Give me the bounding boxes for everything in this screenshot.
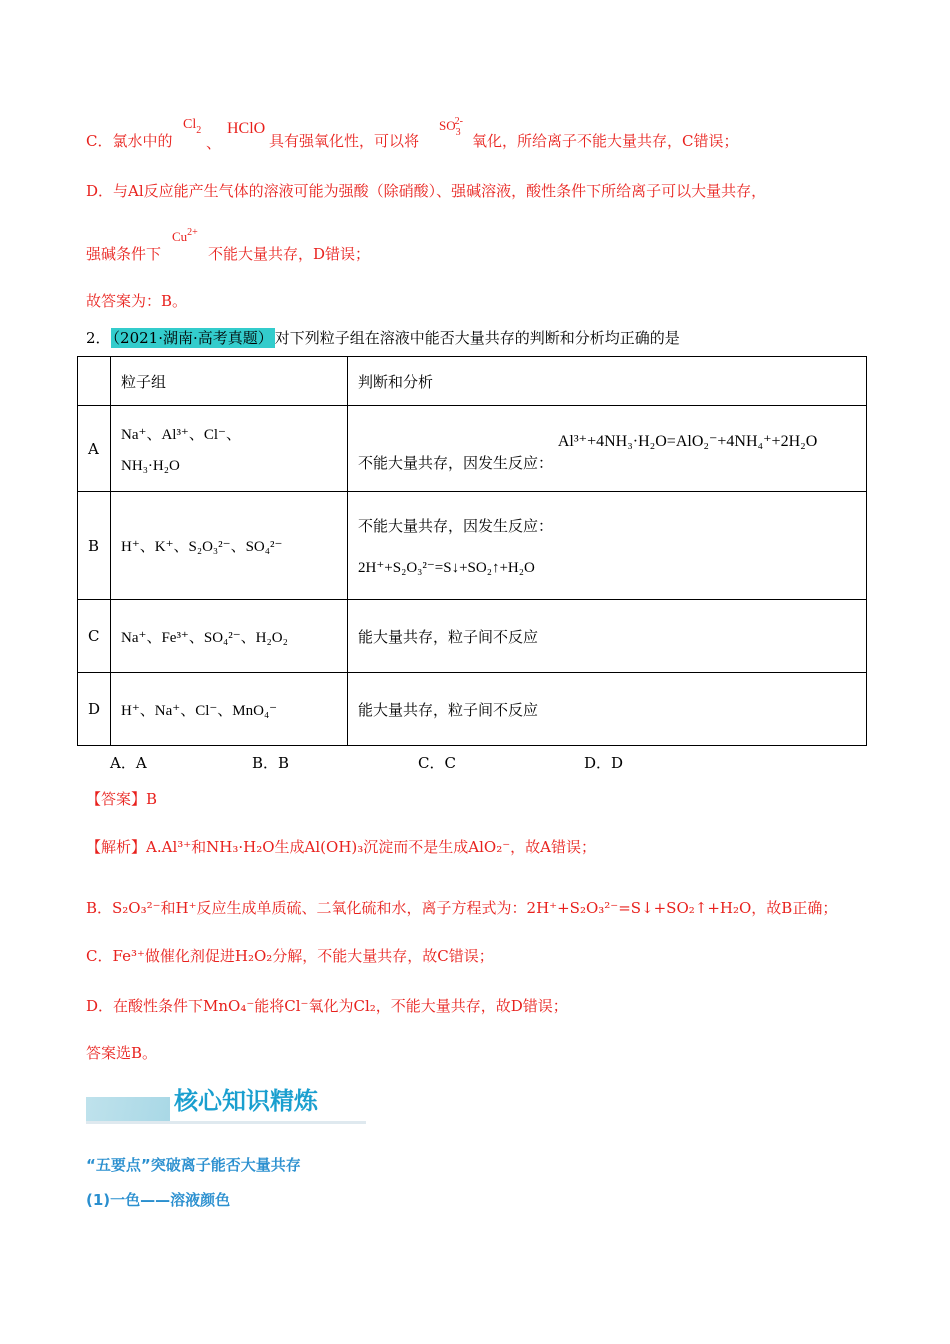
question-text: 对下列粒子组在溶液中能否大量共存的判断和分析均正确的是 bbox=[274, 329, 680, 347]
c-sep bbox=[206, 132, 221, 153]
analysis-c-line bbox=[86, 945, 494, 966]
analysis-d-line bbox=[86, 995, 568, 1016]
prev-answer bbox=[86, 290, 187, 311]
so3-symbol: SO bbox=[439, 118, 456, 133]
c-end bbox=[472, 130, 738, 151]
solution-d-line1 bbox=[86, 180, 766, 201]
table-row bbox=[78, 673, 867, 746]
header-particles: 粒子组 bbox=[111, 357, 348, 406]
reaction-equation: 2H⁺+S₂O₃²⁻=S↓+SO₂↑+H₂O bbox=[358, 559, 535, 576]
analysis-cell bbox=[348, 492, 867, 600]
d-end-text: 不能大量共存，D错误； bbox=[208, 245, 371, 263]
analysis-text: 不能大量共存，因发生反应： bbox=[358, 454, 554, 472]
ions-line1: Na⁺、Al³⁺、Cl⁻、 bbox=[121, 426, 241, 443]
section-item-1: (1)一色——溶液颜色 bbox=[86, 1191, 231, 1209]
analysis-a-text: A.Al³⁺和NH₃·H₂O生成Al(OH)₃沉淀而不是生成AlO₂⁻，故A错误； bbox=[146, 838, 596, 856]
analysis-c-text: C．Fe³⁺做催化剂促进H₂O₂分解，不能大量共存，故C错误； bbox=[86, 947, 494, 965]
option-d[interactable]: D．D bbox=[584, 754, 624, 772]
c-middle-text: 具有强氧化性，可以将 bbox=[269, 132, 420, 150]
hclo-text: HClO bbox=[227, 120, 266, 137]
option-b[interactable]: B．B bbox=[252, 754, 290, 772]
reaction-equation: Al³⁺+4NH₃·H₂O=AlO₂⁻+4NH₄⁺+2H₂O bbox=[557, 433, 818, 450]
section-underline bbox=[86, 1121, 366, 1124]
cl2-subscript: 2 bbox=[196, 125, 202, 136]
question-number: 2． bbox=[86, 329, 111, 347]
d-end bbox=[208, 243, 370, 264]
particle-table bbox=[77, 356, 867, 746]
c-middle bbox=[269, 130, 419, 151]
analysis-text: 不能大量共存，因发生反应： bbox=[358, 516, 554, 535]
d-prefix2: 强碱条件下 bbox=[86, 245, 162, 263]
analysis-cell bbox=[348, 406, 867, 492]
row-label: D bbox=[78, 673, 111, 746]
c-end-text: 氧化，所给离子不能大量共存，C错误； bbox=[472, 132, 739, 150]
ions-cell: H⁺、Na⁺、Cl⁻、MnO₄⁻ bbox=[111, 673, 348, 746]
c-prefix: C．氯水中的 bbox=[86, 132, 173, 150]
table-row bbox=[78, 600, 867, 673]
final-answer bbox=[86, 1042, 157, 1063]
table-header-row bbox=[78, 357, 867, 406]
analysis-a-line bbox=[86, 836, 596, 857]
so3-superscript: 2- bbox=[454, 116, 463, 127]
table-row bbox=[78, 492, 867, 600]
analysis-cell: 能大量共存，粒子间不反应 bbox=[348, 673, 867, 746]
answer-line bbox=[86, 788, 157, 809]
ions-line1: H⁺、K⁺、S₂O₃²⁻、SO₄²⁻ bbox=[121, 539, 283, 555]
d-line1-text: D．与Al反应能产生气体的溶液可能为强酸（除硝酸）、强碱溶液，酸性条件下所给离子可以大量共存， bbox=[86, 182, 767, 200]
answer-label: 【答案】B bbox=[86, 790, 158, 808]
ions-cell bbox=[111, 406, 348, 492]
solution-d-line2 bbox=[86, 243, 161, 264]
row-label: A bbox=[78, 406, 111, 492]
ions-cell bbox=[111, 492, 348, 600]
option-a[interactable]: A．A bbox=[110, 754, 147, 772]
separator: 、 bbox=[206, 134, 222, 152]
prev-answer-text: 故答案为：B。 bbox=[86, 292, 188, 310]
header-col1 bbox=[78, 357, 111, 406]
ions-cell: Na⁺、Fe³⁺、SO₄²⁻、H₂O₂ bbox=[111, 600, 348, 673]
source-tag: （2021·湖南·高考真题） bbox=[112, 329, 273, 347]
formula-so3 bbox=[439, 116, 469, 138]
analysis-d-text: D．在酸性条件下MnO₄⁻能将Cl⁻氧化为Cl₂，不能大量共存，故D错误； bbox=[86, 997, 568, 1015]
analysis-label: 【解析】 bbox=[86, 838, 147, 856]
analysis-cell: 能大量共存，粒子间不反应 bbox=[348, 600, 867, 673]
cl2-symbol: Cl bbox=[183, 117, 197, 132]
analysis-b-text: B．S₂O₃²⁻和H⁺反应生成单质硫、二氧化硫和水，离子方程式为：2H⁺+S₂O₃²⁻=S↓+SO₂↑+H₂O，故B正确； bbox=[86, 899, 838, 917]
row-label: B bbox=[78, 492, 111, 600]
answer-options bbox=[110, 752, 623, 773]
cu-superscript: 2+ bbox=[187, 227, 198, 238]
cu-symbol: Cu bbox=[172, 229, 188, 244]
header-analysis: 判断和分析 bbox=[348, 357, 867, 406]
section-title: 核心知识精炼 bbox=[174, 1087, 318, 1115]
table-row bbox=[78, 406, 867, 492]
ions-line2: NH₃·H₂O bbox=[121, 457, 180, 474]
option-c[interactable]: C．C bbox=[418, 754, 456, 772]
solution-c-line bbox=[86, 130, 172, 151]
section-decoration bbox=[86, 1097, 170, 1121]
formula-hclo bbox=[227, 120, 265, 138]
formula-cl2 bbox=[183, 117, 202, 136]
section-subtitle: “五要点”突破离子能否大量共存 bbox=[86, 1156, 301, 1174]
formula-cu bbox=[172, 229, 198, 245]
question-stem bbox=[86, 327, 680, 348]
final-answer-text: 答案选B。 bbox=[86, 1044, 158, 1062]
analysis-b-line bbox=[86, 897, 837, 918]
row-label: C bbox=[78, 600, 111, 673]
so3-subscript: 3 bbox=[455, 127, 461, 138]
